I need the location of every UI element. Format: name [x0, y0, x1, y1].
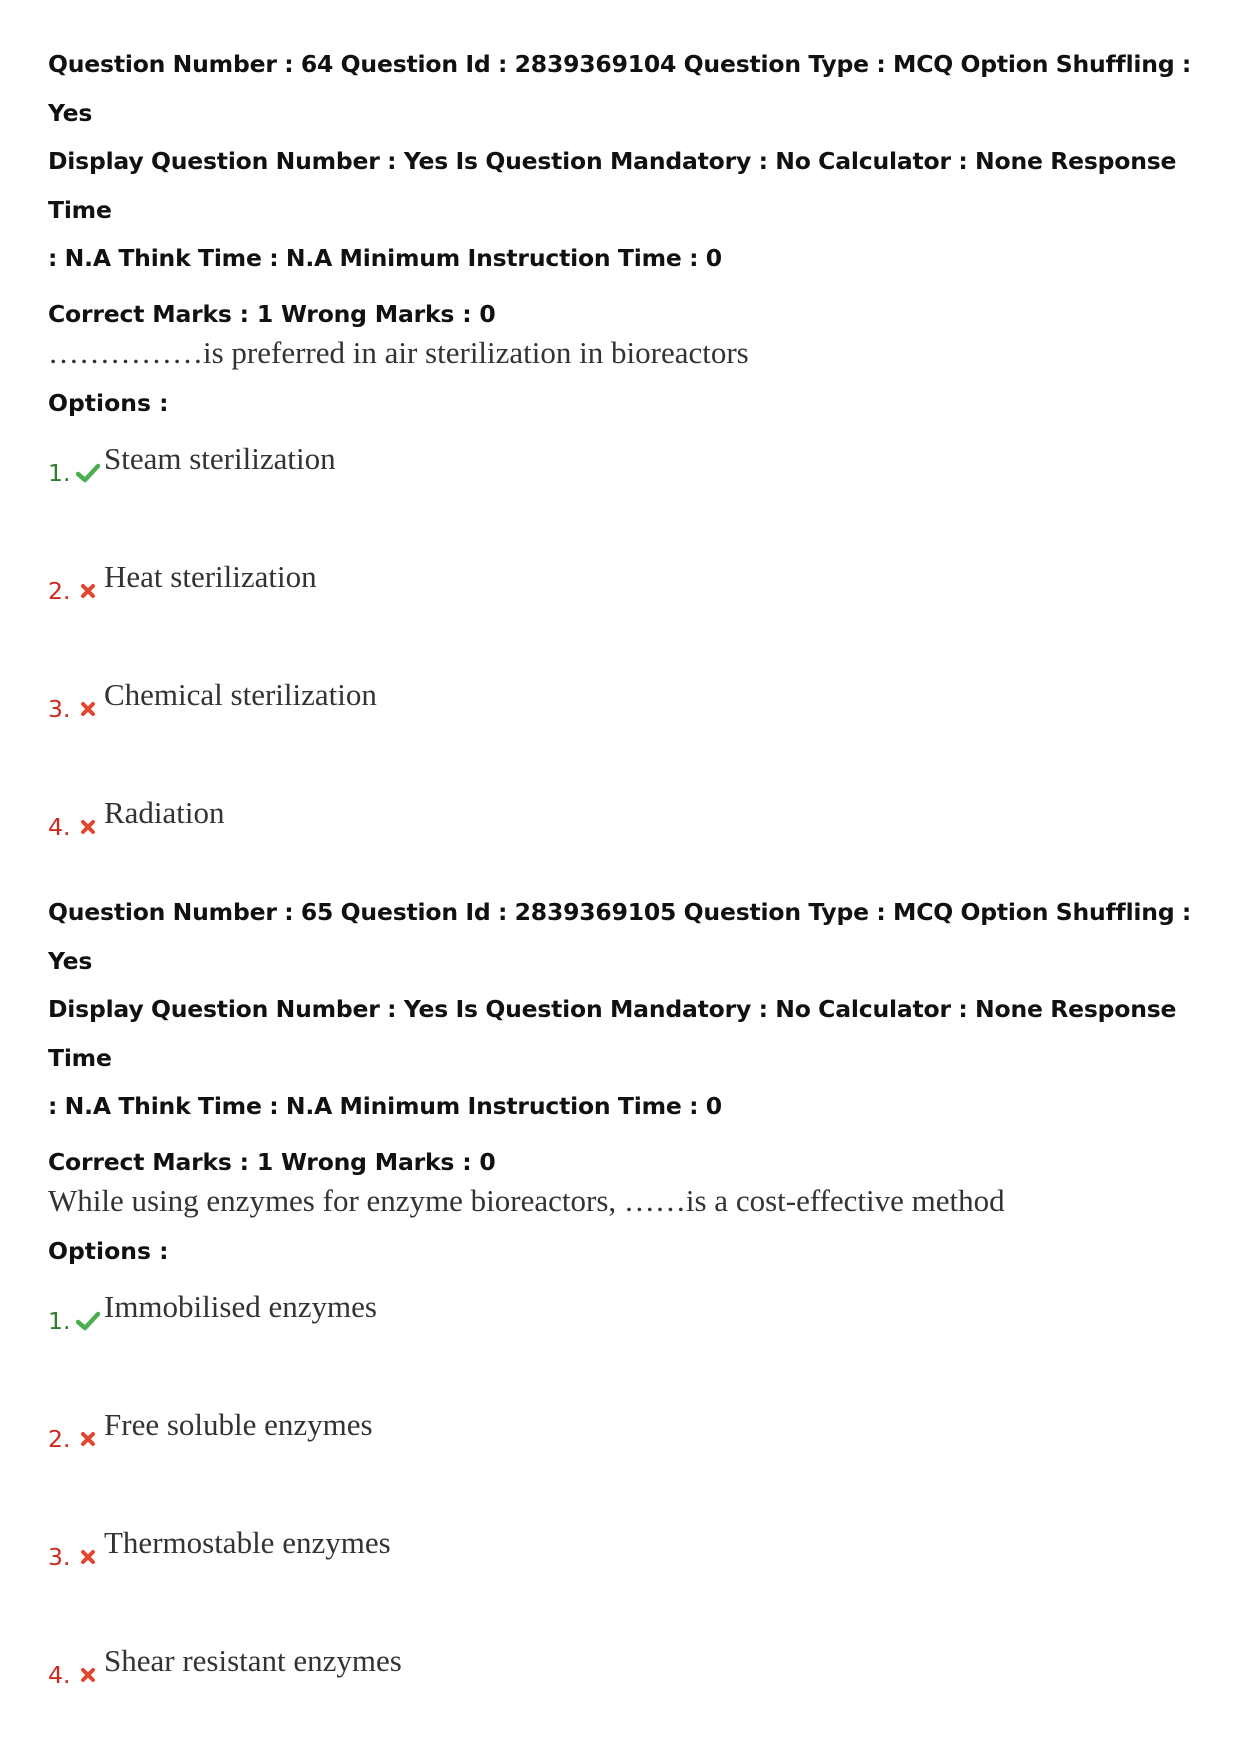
option-item	[48, 1287, 1208, 1405]
question-meta-line: : N.A Think Time : N.A Minimum Instruction Time : 0	[48, 1092, 722, 1120]
option-number: 4.	[48, 1660, 71, 1689]
option-item	[48, 1405, 1208, 1523]
option-text: Thermostable enzymes	[104, 1524, 391, 1560]
option-text: Shear resistant enzymes	[104, 1642, 402, 1678]
question-block-64	[48, 40, 1208, 911]
question-meta-line: Question Number : 64 Question Id : 2839369104 Question Type : MCQ Option Shuffling : Yes	[48, 50, 1192, 127]
option-text: Chemical sterilization	[104, 676, 377, 712]
question-stem: While using enzymes for enzyme bioreactors, ……is a cost-effective method	[48, 1182, 1005, 1218]
cross-icon	[74, 1543, 102, 1571]
option-item	[48, 439, 1208, 557]
option-text: Immobilised enzymes	[104, 1288, 377, 1324]
options-list	[48, 1287, 1208, 1759]
cross-icon	[74, 1425, 102, 1453]
question-meta-line: Display Question Number : Yes Is Question Mandatory : No Calculator : None Response Time	[48, 995, 1177, 1072]
option-text: Heat sterilization	[104, 558, 317, 594]
question-meta-line: : N.A Think Time : N.A Minimum Instruction Time : 0	[48, 244, 722, 272]
option-item	[48, 1523, 1208, 1641]
question-meta	[48, 40, 1208, 283]
question-meta	[48, 888, 1208, 1131]
option-text: Radiation	[104, 794, 225, 830]
option-number: 1.	[48, 458, 71, 487]
marks-line: Correct Marks : 1 Wrong Marks : 0	[48, 1147, 496, 1176]
options-label: Options :	[48, 1236, 169, 1265]
option-number: 4.	[48, 812, 71, 841]
marks-line: Correct Marks : 1 Wrong Marks : 0	[48, 299, 496, 328]
check-icon	[74, 459, 102, 487]
option-text: Steam sterilization	[104, 440, 336, 476]
options-list	[48, 439, 1208, 911]
cross-icon	[74, 1661, 102, 1689]
option-number: 3.	[48, 1542, 71, 1571]
question-meta-line: Question Number : 65 Question Id : 2839369105 Question Type : MCQ Option Shuffling : Yes	[48, 898, 1192, 975]
cross-icon	[74, 813, 102, 841]
check-icon	[74, 1307, 102, 1335]
option-number: 2.	[48, 576, 71, 605]
option-item	[48, 675, 1208, 793]
cross-icon	[74, 695, 102, 723]
option-text: Free soluble enzymes	[104, 1406, 373, 1442]
cross-icon	[74, 577, 102, 605]
options-label: Options :	[48, 388, 169, 417]
question-stem: ……………is preferred in air sterilization in bioreactors	[48, 334, 749, 370]
option-item	[48, 1641, 1208, 1759]
question-block-65	[48, 888, 1208, 1759]
option-item	[48, 557, 1208, 675]
option-number: 2.	[48, 1424, 71, 1453]
option-number: 3.	[48, 694, 71, 723]
question-meta-line: Display Question Number : Yes Is Question Mandatory : No Calculator : None Response Time	[48, 147, 1177, 224]
option-number: 1.	[48, 1306, 71, 1335]
